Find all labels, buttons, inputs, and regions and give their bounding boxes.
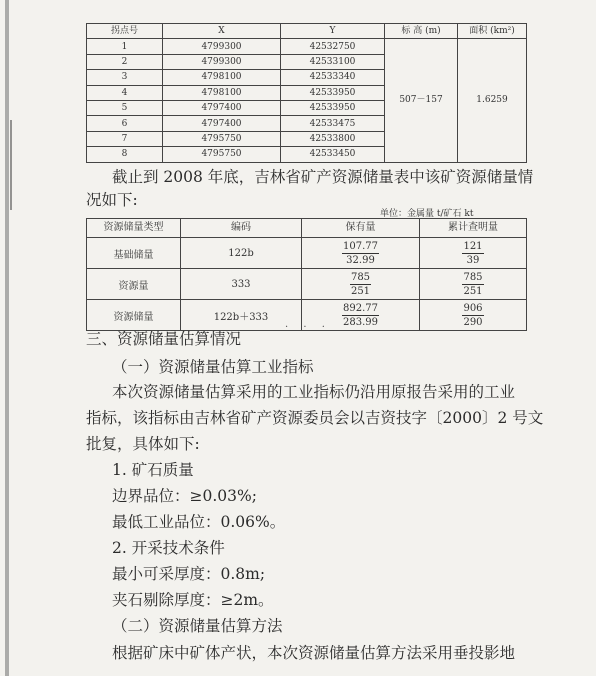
cell-x: 4797400 xyxy=(163,116,281,131)
paragraph-line: 指标，该指标由吉林省矿产资源委员会以吉资技字〔2000〕2 号文 xyxy=(86,409,544,427)
cell-point: 7 xyxy=(87,131,163,146)
cell-type: 资源量 xyxy=(87,269,181,300)
intro-paragraph-line2: 况如下: xyxy=(86,191,138,209)
cell-code: 122b＋333 xyxy=(181,300,302,331)
cell-point: 5 xyxy=(87,100,163,115)
keep-ore: 32.99 xyxy=(346,254,375,266)
cum-metal: 785 xyxy=(463,271,483,283)
keep-metal: 892.77 xyxy=(343,302,378,314)
item-line: 边界品位：≥0.03%; xyxy=(112,487,257,505)
paragraph-line: 本次资源储量估算采用的工业指标仍沿用原报告采用的工业 xyxy=(112,383,516,401)
cell-y: 42533950 xyxy=(281,85,385,100)
cell-elevation: 507－157 xyxy=(385,39,458,162)
cell-cumulative xyxy=(420,269,527,300)
coordinates-table xyxy=(86,23,527,163)
cell-x: 4795750 xyxy=(163,131,281,146)
cell-area: 1.6259 xyxy=(458,39,527,162)
subsection-title: （一）资源储量估算工业指标 xyxy=(112,358,314,376)
cell-y: 42533340 xyxy=(281,70,385,85)
table-row xyxy=(87,269,527,300)
binding-edge xyxy=(5,0,9,676)
cell-cumulative xyxy=(420,300,527,331)
cell-point: 1 xyxy=(87,39,163,54)
intro-paragraph-line1: 截止到 2008 年底，吉林省矿产资源储量表中该矿资源储量情 xyxy=(112,168,534,186)
header-point: 拐点号 xyxy=(87,24,163,39)
cell-x: 4798100 xyxy=(163,70,281,85)
cell-x: 4795750 xyxy=(163,147,281,162)
cell-y: 42533100 xyxy=(281,54,385,69)
table-header-row xyxy=(87,24,527,39)
cum-ore: 290 xyxy=(463,316,483,328)
paragraph-line: 批复，具体如下: xyxy=(86,435,200,453)
cell-y: 42533950 xyxy=(281,100,385,115)
cell-point: 8 xyxy=(87,147,163,162)
cum-ore: 251 xyxy=(463,285,483,297)
keep-ore: 283.99 xyxy=(343,316,378,328)
subsection-title: （二）资源储量估算方法 xyxy=(112,617,283,635)
cell-keep xyxy=(302,269,420,300)
section-title: 三、资源储量估算情况 xyxy=(86,330,242,348)
unit-label: 单位：金属量 t/矿石 kt xyxy=(380,209,474,219)
item-line: 夹石剔除厚度：≥2m。 xyxy=(112,591,274,609)
header-area: 面积 (km²) xyxy=(458,24,527,39)
cell-y: 42533450 xyxy=(281,147,385,162)
cell-x: 4799300 xyxy=(163,54,281,69)
cell-cumulative xyxy=(420,238,527,269)
cell-point: 6 xyxy=(87,116,163,131)
binding-mark xyxy=(10,120,12,210)
reserves-table xyxy=(86,218,527,331)
header-code: 编码 xyxy=(181,219,302,238)
cum-metal: 906 xyxy=(463,302,483,314)
item-title: 2. 开采技术条件 xyxy=(112,539,225,557)
cell-type: 基础储量 xyxy=(87,238,181,269)
cell-y: 42532750 xyxy=(281,39,385,54)
item-title: 1. 矿石质量 xyxy=(112,461,194,479)
header-type: 资源储量类型 xyxy=(87,219,181,238)
item-line: 最小可采厚度：0.8m; xyxy=(112,565,266,583)
keep-metal: 107.77 xyxy=(343,240,378,252)
cell-x: 4797400 xyxy=(163,100,281,115)
cell-y: 42533800 xyxy=(281,131,385,146)
table-row xyxy=(87,238,527,269)
cell-point: 3 xyxy=(87,70,163,85)
keep-metal: 785 xyxy=(350,271,371,283)
cum-metal: 121 xyxy=(463,240,483,252)
stray-marks: · · · xyxy=(285,322,331,333)
header-y: Y xyxy=(281,24,385,39)
cell-code: 122b xyxy=(181,238,302,269)
cum-ore: 39 xyxy=(466,254,480,266)
cell-keep xyxy=(302,238,420,269)
table-row xyxy=(87,39,527,54)
cell-y: 42533475 xyxy=(281,116,385,131)
cell-x: 4798100 xyxy=(163,85,281,100)
header-cumulative: 累计查明量 xyxy=(420,219,527,238)
item-line: 最低工业品位：0.06%。 xyxy=(112,513,286,531)
cell-code: 333 xyxy=(181,269,302,300)
cell-x: 4799300 xyxy=(163,39,281,54)
cell-type: 资源储量 xyxy=(87,300,181,331)
cell-point: 4 xyxy=(87,85,163,100)
table-header-row xyxy=(87,219,527,238)
paragraph-line: 根据矿床中矿体产状，本次资源储量估算方法采用垂投影地 xyxy=(112,644,516,662)
header-keep: 保有量 xyxy=(302,219,420,238)
header-x: X xyxy=(163,24,281,39)
cell-point: 2 xyxy=(87,54,163,69)
keep-ore: 251 xyxy=(350,285,371,297)
header-elevation: 标 高 (m) xyxy=(385,24,458,39)
